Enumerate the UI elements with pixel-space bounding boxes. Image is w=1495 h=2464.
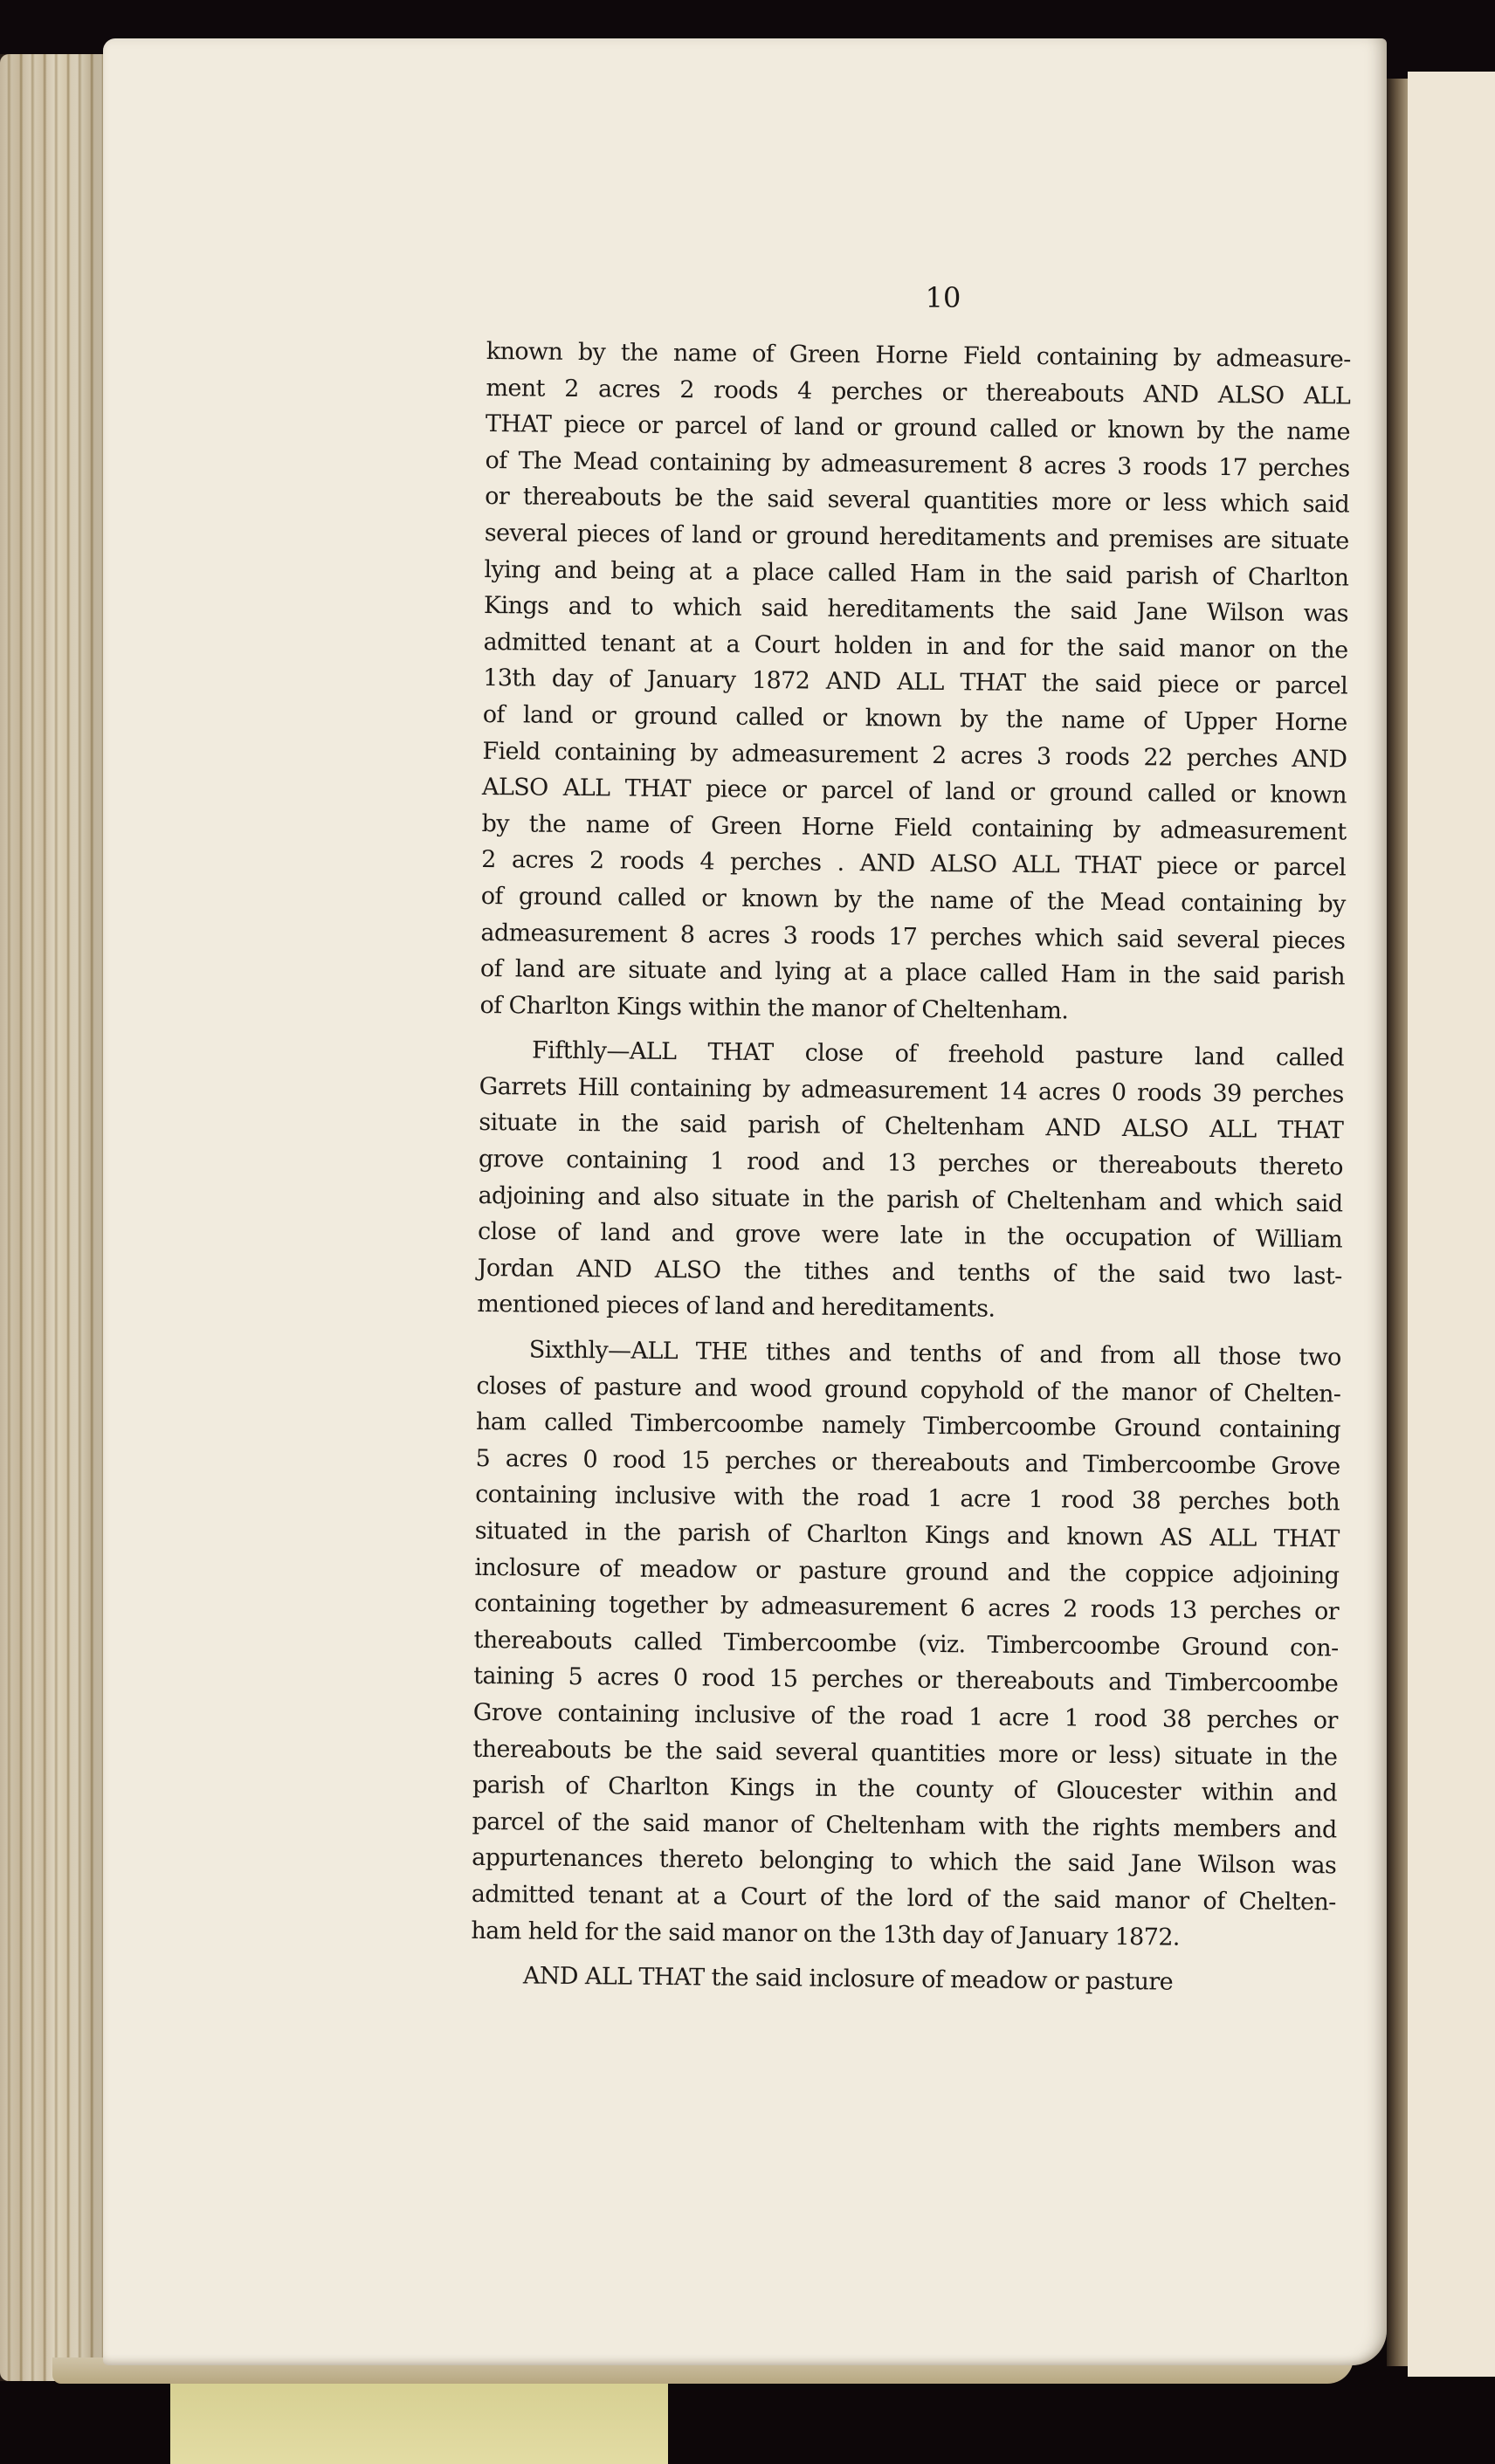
text-line: grove containing 1 rood and 13 perches or thereabouts thereto bbox=[478, 1146, 1344, 1181]
text-line: parcel of the said manor of Cheltenham with the rights members and bbox=[472, 1807, 1337, 1844]
text-line: thereabouts called Timbercoombe (viz. Timbercoombe Ground con- bbox=[473, 1626, 1339, 1662]
text-line: Garrets Hill containing by admeasurement 14 acres 0 roods 39 perches bbox=[479, 1072, 1344, 1109]
text-line: admeasurement 8 acres 3 roods 17 perches which said several pieces bbox=[480, 919, 1346, 954]
text-line: mentioned pieces of land and hereditaments. bbox=[477, 1291, 996, 1324]
text-line: or thereabouts be the said several quantities more or less which said bbox=[485, 483, 1350, 519]
book-gutter bbox=[1387, 79, 1408, 2366]
paragraph bbox=[479, 334, 1351, 1032]
text-line: 13th day of January 1872 AND ALL THAT the said piece or parcel bbox=[483, 664, 1348, 700]
text-line: Field containing by admeasurement 2 acres 3 roods 22 perches AND bbox=[482, 737, 1347, 774]
text-line: 2 acres 2 roods 4 perches . AND ALSO ALL THAT piece or parcel bbox=[481, 846, 1347, 882]
text-line: Kings and to which said hereditaments the said Jane Wilson was bbox=[483, 592, 1349, 628]
text-line: parish of Charlton Kings in the county of Gloucester within and bbox=[472, 1772, 1338, 1807]
text-line: thereabouts be the said several quantities more or less) situate in the bbox=[472, 1735, 1338, 1771]
text-line: by the name of Green Horne Field containing by admeasurement bbox=[481, 809, 1347, 846]
text-line: situated in the parish of Charlton Kings and known AS ALL THAT bbox=[474, 1517, 1340, 1553]
text-line: adjoining and also situate in the parish of Cheltenham and which said bbox=[478, 1181, 1343, 1218]
text-line: lying and being at a place called Ham in the said parish of Charlton bbox=[484, 555, 1349, 592]
text-line: of ground called or known by the name of the Mead containing by bbox=[480, 882, 1346, 919]
text-line: containing together by admeasurement 6 acres 2 roods 13 perches or bbox=[473, 1590, 1340, 1626]
page-stack-shading bbox=[0, 54, 114, 2381]
text-line: Grove containing inclusive of the road 1 acre 1 rood 38 perches or bbox=[472, 1698, 1338, 1735]
text-line: close of land and grove were late in the occupation of William bbox=[477, 1218, 1343, 1254]
text-line: THAT piece or parcel of land or ground called or known by the name bbox=[485, 410, 1351, 446]
paragraph bbox=[477, 1032, 1344, 1331]
facing-page-edge bbox=[1408, 72, 1495, 2377]
text-line: several pieces of land or ground hereditaments and premises are situate bbox=[484, 519, 1349, 555]
text-line: admitted tenant at a Court of the lord of the said manor of Chelten- bbox=[471, 1880, 1336, 1917]
text-line: situate in the said parish of Cheltenham AND ALSO ALL THAT bbox=[479, 1109, 1344, 1145]
text-line: Fifthly—ALL THAT close of freehold pasture land called bbox=[531, 1036, 1345, 1072]
text-line: closes of pasture and wood ground copyhold of the manor of Chelten- bbox=[476, 1372, 1341, 1408]
text-line: ham called Timbercoombe namely Timbercoombe Ground containing bbox=[475, 1408, 1341, 1444]
text-line: ham held for the said manor on the 13th day of January 1872. bbox=[471, 1917, 1181, 1951]
text-line: AND ALL THAT the said inclosure of meadow or pasture bbox=[522, 1962, 1174, 1996]
paper-slip-tab bbox=[170, 2379, 668, 2464]
text-line: 5 acres 0 rood 15 perches or thereabouts and Timbercoombe Grove bbox=[475, 1444, 1340, 1481]
text-line: known by the name of Green Horne Field containing by admeasure- bbox=[486, 337, 1351, 374]
text-line: ment 2 acres 2 roods 4 perches or thereabouts AND ALSO ALL bbox=[486, 374, 1351, 410]
text-line: inclosure of meadow or pasture ground and the coppice adjoining bbox=[474, 1553, 1340, 1590]
paragraph bbox=[471, 1332, 1341, 1958]
text-line: of land are situate and lying at a place called Ham in the said parish bbox=[479, 955, 1346, 991]
text-line: appurtenances thereto belonging to which the said Jane Wilson was bbox=[472, 1844, 1337, 1880]
text-line: of Charlton Kings within the manor of Cheltenham. bbox=[479, 991, 1069, 1025]
body-text bbox=[471, 334, 1351, 2002]
text-line: of The Mead containing by admeasurement 8 acres 3 roods 17 perches bbox=[485, 446, 1350, 483]
text-line: Jordan AND ALSO the tithes and tenths of the said two last- bbox=[477, 1254, 1342, 1291]
text-line: ALSO ALL THAT piece or parcel of land or ground called or known bbox=[481, 774, 1347, 809]
text-line: taining 5 acres 0 rood 15 perches or thereabouts and Timbercoombe bbox=[473, 1662, 1339, 1698]
text-line: admitted tenant at a Court holden in and for the said manor on the bbox=[483, 628, 1348, 664]
text-line: containing inclusive with the road 1 acre 1 rood 38 perches both bbox=[475, 1481, 1340, 1517]
page-number: 10 bbox=[925, 281, 961, 314]
text-line: of land or ground called or known by the name of Upper Horne bbox=[482, 700, 1347, 737]
text-line: Sixthly—ALL THE tithes and tenths of and from all those two bbox=[528, 1336, 1341, 1372]
